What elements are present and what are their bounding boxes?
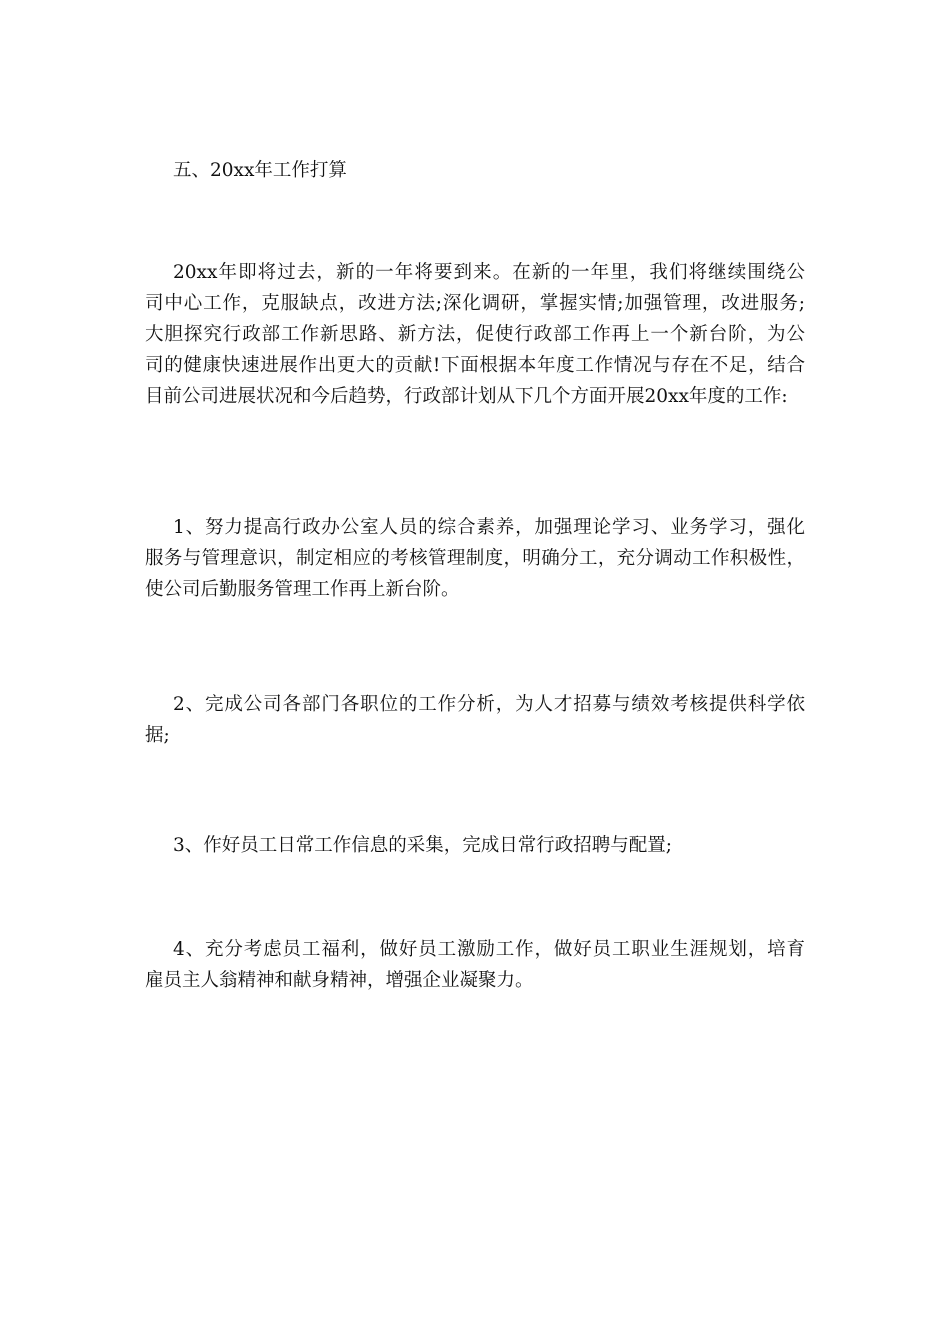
- paragraph-line: 服务与管理意识，制定相应的考核管理制度，明确分工，充分调动工作积极性，: [145, 548, 805, 569]
- intro-paragraph: [145, 257, 805, 412]
- paragraph-line: 据;: [145, 725, 170, 746]
- plan-item-4: [145, 934, 805, 996]
- paragraph-line: 司的健康快速进展作出更大的贡献!下面根据本年度工作情况与存在不足，结合: [145, 355, 805, 376]
- paragraph-line: 2、完成公司各部门各职位的工作分析，为人才招募与绩效考核提供科学依: [173, 694, 805, 715]
- plan-item-3: [145, 830, 805, 861]
- paragraph-line: 3、作好员工日常工作信息的采集，完成日常行政招聘与配置;: [173, 835, 673, 856]
- paragraph-line: 1、努力提高行政办公室人员的综合素养，加强理论学习、业务学习，强化: [173, 517, 805, 538]
- paragraph-line: 大胆探究行政部工作新思路、新方法，促使行政部工作再上一个新台阶，为公: [145, 324, 805, 345]
- paragraph-line: 使公司后勤服务管理工作再上新台阶。: [145, 579, 460, 600]
- plan-item-2: [145, 689, 805, 751]
- paragraph-line: 目前公司进展状况和今后趋势，行政部计划从下几个方面开展20xx年度的工作:: [145, 386, 788, 407]
- heading-text: 五、20xx年工作打算: [173, 160, 347, 181]
- plan-item-1: [145, 512, 805, 605]
- paragraph-line: 司中心工作，克服缺点，改进方法;深化调研，掌握实情;加强管理，改进服务;: [145, 293, 805, 314]
- section-heading: [145, 155, 805, 186]
- paragraph-line: 20xx年即将过去，新的一年将要到来。在新的一年里，我们将继续围绕公: [173, 262, 805, 283]
- paragraph-line: 4、充分考虑员工福利，做好员工激励工作，做好员工职业生涯规划，培育: [173, 939, 805, 960]
- paragraph-line: 雇员主人翁精神和献身精神，增强企业凝聚力。: [145, 970, 534, 991]
